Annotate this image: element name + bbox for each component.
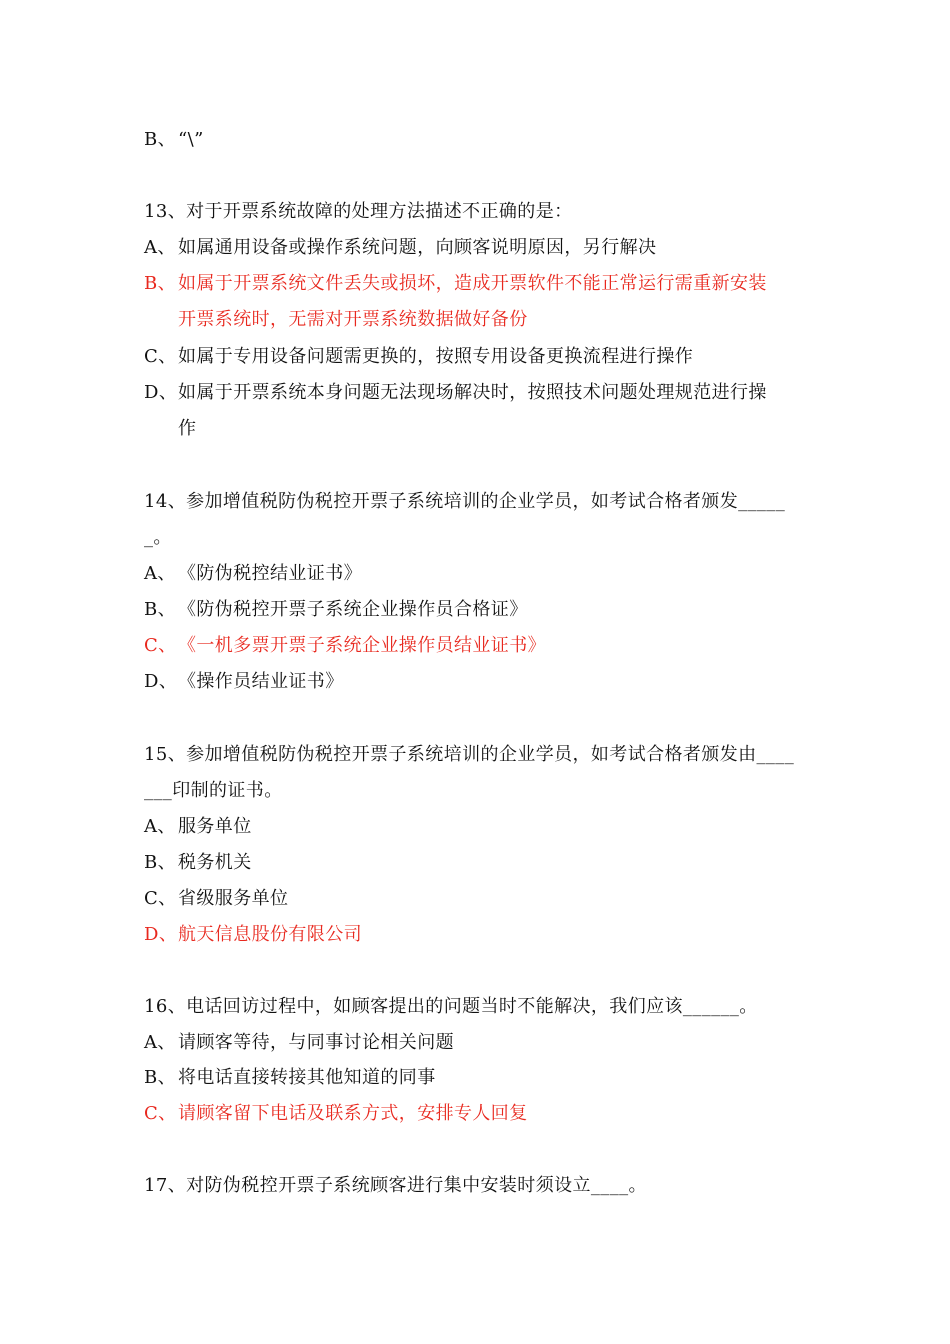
option-text: 如属通用设备或操作系统问题，向顾客说明原因，另行解决 [178,237,657,258]
question-17-stem: 17、对防伪税控开票子系统顾客进行集中安装时须设立____。 [144,1175,647,1196]
question-13-stem: 13、对于开票系统故障的处理方法描述不正确的是： [144,201,573,222]
question-16-option-a [144,1031,454,1055]
option-label: C、 [144,888,177,909]
option-text: 《防伪税控结业证书》 [178,563,362,584]
option-text: 航天信息股份有限公司 [178,924,362,945]
option-label: B、 [144,273,177,294]
question-14-stem-continuation: _。 [144,527,172,548]
option-text: 省级服务单位 [178,888,289,909]
option-text: 如属于专用设备问题需更换的，按照专用设备更换流程进行操作 [178,346,694,367]
question-16-option-c-correct [144,1102,528,1126]
option-text: 《一机多票开票子系统企业操作员结业证书》 [178,635,546,656]
option-text: 《操作员结业证书》 [178,671,344,692]
option-label: D、 [144,671,178,692]
question-14-option-d [144,670,344,694]
question-13-option-b-correct [144,272,767,296]
question-15-stem: 15、参加增值税防伪税控开票子系统培训的企业学员，如考试合格者颁发由____ [144,744,795,765]
question-14-option-b [144,598,528,622]
option-label: C、 [144,635,177,656]
option-label: A、 [144,237,176,258]
question-16-option-b [144,1066,436,1090]
question-15-stem-continuation: ___印制的证书。 [144,780,283,801]
question-15-option-c [144,887,288,911]
option-text: “\” [178,129,204,150]
option-label: C、 [144,1103,177,1124]
option-text: 如属于开票系统本身问题无法现场解决时，按照技术问题处理规范进行操 [178,382,767,403]
option-b-prev [144,128,204,152]
option-text: 服务单位 [178,816,252,837]
question-13-option-b-continuation: 开票系统时，无需对开票系统数据做好备份 [178,309,528,330]
question-13-option-a [144,236,656,260]
option-label: B、 [144,1067,177,1088]
question-14-option-c-correct [144,634,546,658]
option-label: D、 [144,382,178,403]
option-label: B、 [144,599,177,620]
option-label: A、 [144,563,176,584]
option-text: 请顾客等待，与同事讨论相关问题 [178,1032,454,1053]
option-label: A、 [144,816,176,837]
option-label: A、 [144,1032,176,1053]
option-label: D、 [144,924,178,945]
question-13-option-d-continuation: 作 [178,418,197,439]
question-16-stem: 16、电话回访过程中，如顾客提出的问题当时不能解决，我们应该______。 [144,996,758,1017]
option-text: 《防伪税控开票子系统企业操作员合格证》 [178,599,528,620]
option-label: C、 [144,346,177,367]
option-text: 请顾客留下电话及联系方式，安排专人回复 [178,1103,528,1124]
question-15-option-a [144,815,252,839]
option-label: B、 [144,852,177,873]
option-label: B、 [144,129,177,150]
question-13-option-d [144,381,767,405]
option-text: 如属于开票系统文件丢失或损坏，造成开票软件不能正常运行需重新安装 [178,273,767,294]
question-14-option-a [144,562,362,586]
option-text: 将电话直接转接其他知道的同事 [178,1067,436,1088]
question-15-option-b [144,851,252,875]
question-14-stem: 14、参加增值税防伪税控开票子系统培训的企业学员，如考试合格者颁发_____ [144,491,786,512]
option-text: 税务机关 [178,852,252,873]
question-15-option-d-correct [144,923,362,947]
question-13-option-c [144,345,693,369]
